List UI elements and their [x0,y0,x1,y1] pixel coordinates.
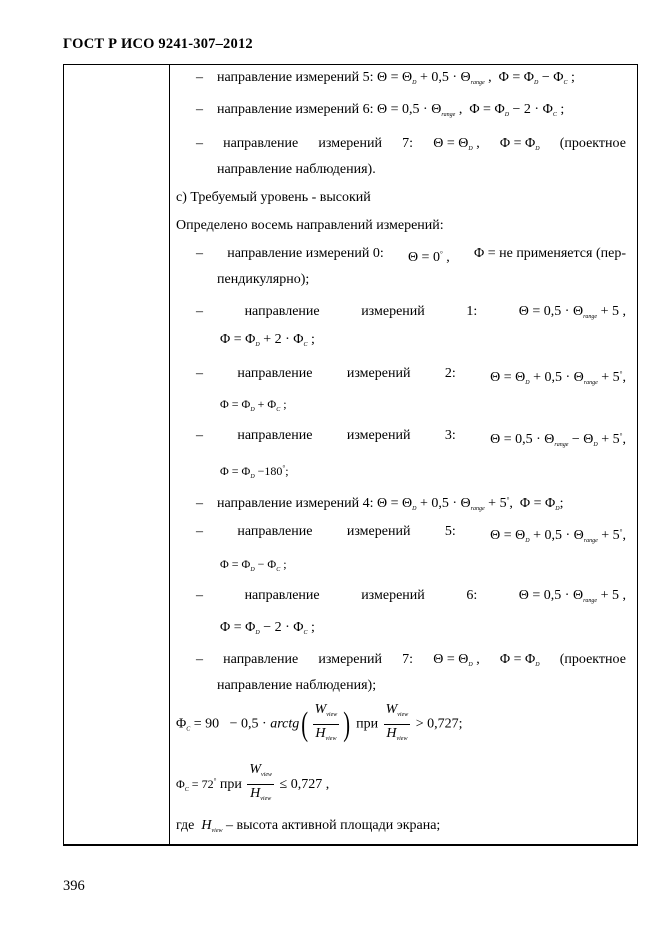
list-item-dir5: – направление измерений 5: $\Theta = \Theta_D + 0,5 \cdot \Theta_{range}$ , $\Phi = \Phi_D - \Phi_C$ ; [196,70,575,86]
list-item-d3: – направление измерений 3: $\Theta = 0,5 \cdot \Theta_{range} - \Theta_D + 5^\circ$, [196,428,626,448]
formula-d6: $\Phi = \Phi_D - 2 \cdot \Phi_C$ ; [220,620,315,636]
list-item-dir7: – направление измерений 7: $\Theta = \Theta_D$ , $\Phi = \Phi_D$ (проектное [196,136,626,152]
formula-d1: $\Phi = \Phi_D + 2 \cdot \Phi_C$ ; [220,332,315,348]
list-item-d1: – направление измерений 1: $\Theta = 0,5 \cdot \Theta_{range} + 5$ , [196,304,626,320]
formula-phi-c-arctg: $\Phi_C = 90 - 0,5$ · arctg( $\frac{W_{view}}{H_{view}}$ ) при $\frac{W_{view}}{H_{view}}$ > 0,727; [176,702,463,743]
list-item-d7-cont: направление наблюдения); [217,678,377,693]
level-heading: с) Требуемый уровень - высокий [176,190,371,205]
content-table [63,64,638,846]
list-item-dir7-cont: направление наблюдения). [217,162,376,177]
page-number: 396 [63,878,85,894]
list-item-dir6: – направление измерений 6: $\Theta = 0,5 \cdot \Theta_{range}$ , $\Phi = \Phi_D - 2 \cdot \Phi_C$ ; [196,102,565,118]
list-item-d0-cont: пендикулярно); [217,272,310,287]
intro-text: Определено восемь направлений измерений: [176,218,444,233]
list-item-d5: – направление измерений 5: $\Theta = \Theta_D + 0,5 \cdot \Theta_{range} + 5^\circ$, [196,524,626,544]
list-item-d7: – направление измерений 7: $\Theta = \Theta_D$ , $\Phi = \Phi_D$ (проектное [196,652,626,668]
where-note: где $H_{view}$ – высота активной площади экрана; [176,818,441,834]
list-item-d0: – направление измерений 0: Θ = 0° , Φ = не применяется (пер- [196,246,626,265]
formula-phi-c-const: $\Phi_C = 72^\circ$ при $\frac{W_{view}}{H_{view}}$ ≤ 0,727 , [176,762,330,803]
column-divider [169,65,170,844]
formula-d2: $\Phi = \Phi_D + \Phi_C$ ; [220,397,287,413]
list-item-d2: – направление измерений 2: $\Theta = \Theta_D + 0,5 \cdot \Theta_{range} + 5^\circ$, [196,366,626,386]
list-item-d4: – направление измерений 4: $\Theta = \Theta_D + 0,5 \cdot \Theta_{range} + 5^\circ$, $\Phi = \Phi_D$; [196,496,564,512]
formula-d5: $\Phi = \Phi_D - \Phi_C$ ; [220,557,287,573]
formula-d3: $\Phi = \Phi_D -180^\circ$; [220,464,289,480]
document-header: ГОСТ Р ИСО 9241-307–2012 [63,36,253,52]
list-item-d6: – направление измерений 6: $\Theta = 0,5 \cdot \Theta_{range} + 5$ , [196,588,626,604]
